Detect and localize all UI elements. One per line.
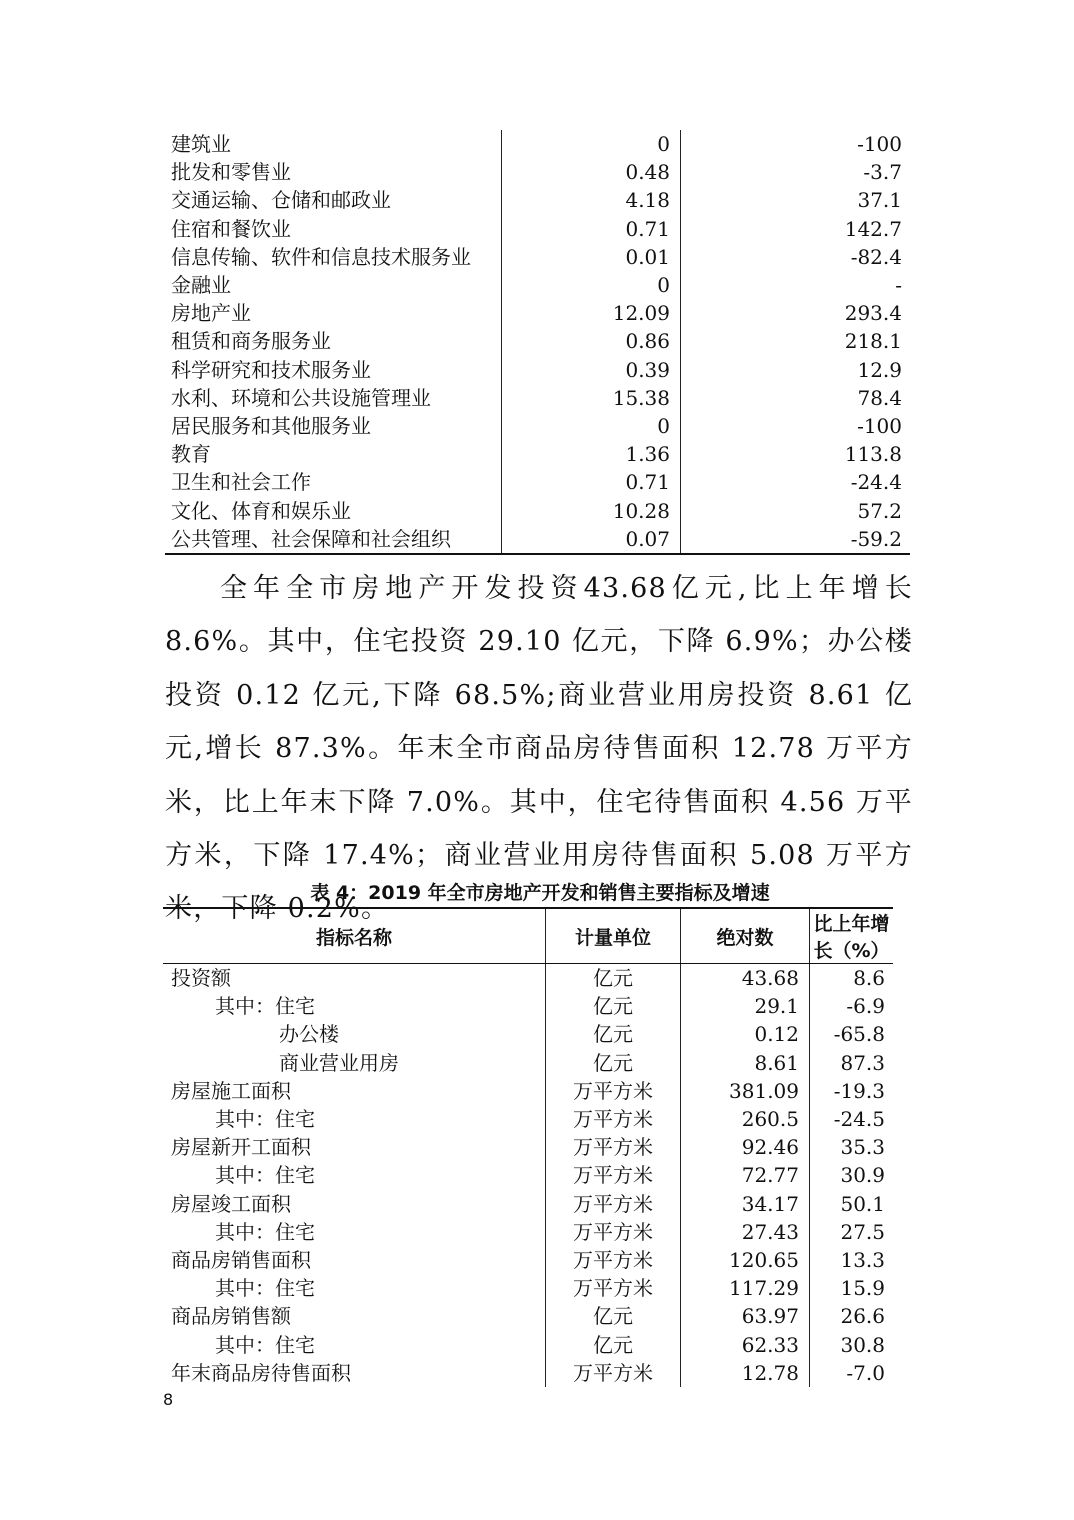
industry-growth: 218.1 xyxy=(844,329,902,354)
table-row xyxy=(163,1077,893,1105)
table-row xyxy=(163,964,893,993)
table-row xyxy=(165,243,910,271)
indicator-growth: 8.6 xyxy=(810,964,894,993)
table-row xyxy=(163,1246,893,1274)
indicator-growth: 87.3 xyxy=(810,1049,894,1077)
table-row xyxy=(163,1105,893,1133)
indicator-value: 29.1 xyxy=(681,992,810,1020)
table-row xyxy=(165,271,910,299)
indicator-value: 12.78 xyxy=(681,1359,810,1387)
indicator-unit: 亿元 xyxy=(546,1331,681,1359)
indicator-name: 商业营业用房 xyxy=(279,1050,399,1075)
industry-value: 0.07 xyxy=(502,525,681,554)
indicator-name: 其中：住宅 xyxy=(215,994,315,1019)
industry-name: 住宿和餐饮业 xyxy=(171,216,291,241)
header-absolute: 绝对数 xyxy=(681,908,810,964)
indicator-name: 商品房销售面积 xyxy=(171,1248,311,1273)
table-row xyxy=(163,1161,893,1189)
indicator-value: 62.33 xyxy=(681,1331,810,1359)
indicator-value: 381.09 xyxy=(681,1077,810,1105)
table-row xyxy=(165,158,910,186)
indicator-name: 房屋竣工面积 xyxy=(171,1191,291,1216)
header-indicator: 指标名称 xyxy=(163,908,546,964)
industry-growth: -3.7 xyxy=(863,160,902,185)
industry-value: 10.28 xyxy=(502,497,681,525)
industry-name: 房地产业 xyxy=(171,301,251,326)
industry-name: 信息传输、软件和信息技术服务业 xyxy=(171,244,471,269)
indicator-growth: 13.3 xyxy=(810,1246,894,1274)
indicator-value: 0.12 xyxy=(681,1020,810,1048)
indicator-growth: -6.9 xyxy=(810,992,894,1020)
industry-growth: 12.9 xyxy=(857,357,902,382)
industry-growth: 78.4 xyxy=(857,385,902,410)
indicator-growth: 50.1 xyxy=(810,1190,894,1218)
industry-name: 卫生和社会工作 xyxy=(171,470,311,495)
indicator-name: 其中：住宅 xyxy=(215,1332,315,1357)
industry-growth: -100 xyxy=(857,414,902,439)
table-row xyxy=(165,327,910,355)
table4-caption: 表 4：2019 年全市房地产开发和销售主要指标及增速 xyxy=(310,882,770,904)
table-row xyxy=(163,1359,893,1387)
table-row xyxy=(163,1302,893,1330)
indicator-name: 房屋施工面积 xyxy=(171,1078,291,1103)
indicator-name: 其中：住宅 xyxy=(215,1219,315,1244)
industry-value: 0.01 xyxy=(502,243,681,271)
industry-value: 0 xyxy=(502,130,681,158)
table-row xyxy=(163,992,893,1020)
industry-growth: 113.8 xyxy=(844,442,902,467)
industry-value: 1.36 xyxy=(502,440,681,468)
indicator-name: 其中：住宅 xyxy=(215,1163,315,1188)
indicator-value: 120.65 xyxy=(681,1246,810,1274)
industry-growth: 57.2 xyxy=(857,498,902,523)
indicator-growth: 35.3 xyxy=(810,1133,894,1161)
table-row xyxy=(165,384,910,412)
table-row xyxy=(163,1190,893,1218)
page-number: 8 xyxy=(163,1390,174,1409)
table-row xyxy=(163,1049,893,1077)
industry-growth: - xyxy=(895,273,902,298)
indicator-name: 年末商品房待售面积 xyxy=(171,1360,351,1385)
indicator-growth: 27.5 xyxy=(810,1218,894,1246)
indicator-unit: 万平方米 xyxy=(546,1359,681,1387)
header-unit: 计量单位 xyxy=(546,908,681,964)
indicator-name: 办公楼 xyxy=(279,1022,339,1047)
industry-name: 科学研究和技术服务业 xyxy=(171,357,371,382)
indicator-growth: -24.5 xyxy=(810,1105,894,1133)
indicator-unit: 万平方米 xyxy=(546,1105,681,1133)
table4-header-row xyxy=(163,908,893,964)
indicator-unit: 亿元 xyxy=(546,992,681,1020)
industry-growth: -59.2 xyxy=(681,525,911,554)
industry-name: 文化、体育和娱乐业 xyxy=(171,498,351,523)
indicator-unit: 万平方米 xyxy=(546,1133,681,1161)
table-row xyxy=(163,1020,893,1048)
industry-name: 建筑业 xyxy=(171,132,231,156)
table-row xyxy=(165,440,910,468)
industry-table-body xyxy=(165,130,910,554)
indicator-value: 117.29 xyxy=(681,1274,810,1302)
table-row xyxy=(165,186,910,214)
industry-value: 0.39 xyxy=(502,356,681,384)
table-row xyxy=(165,412,910,440)
indicator-growth: -19.3 xyxy=(810,1077,894,1105)
industry-value: 0 xyxy=(502,412,681,440)
table-row xyxy=(163,1218,893,1246)
indicator-unit: 万平方米 xyxy=(546,1274,681,1302)
indicator-unit: 亿元 xyxy=(546,1020,681,1048)
indicator-unit: 亿元 xyxy=(546,964,681,993)
table-row xyxy=(165,497,910,525)
industry-value: 0.86 xyxy=(502,327,681,355)
indicator-name: 投资额 xyxy=(171,966,231,990)
indicator-growth: 30.9 xyxy=(810,1161,894,1189)
indicator-growth: 26.6 xyxy=(810,1302,894,1330)
industry-growth: -24.4 xyxy=(850,470,902,495)
industry-value: 0.48 xyxy=(502,158,681,186)
header-growth: 比上年增长（%） xyxy=(810,908,894,964)
indicator-value: 8.61 xyxy=(681,1049,810,1077)
indicator-value: 43.68 xyxy=(681,964,810,993)
industry-growth: -100 xyxy=(857,132,902,156)
indicator-value: 34.17 xyxy=(681,1190,810,1218)
industry-name: 批发和零售业 xyxy=(171,160,291,185)
table-row xyxy=(163,1274,893,1302)
industry-value: 0 xyxy=(502,271,681,299)
industry-name: 教育 xyxy=(171,442,211,467)
indicator-value: 72.77 xyxy=(681,1161,810,1189)
indicator-unit: 万平方米 xyxy=(546,1077,681,1105)
table-row xyxy=(165,299,910,327)
indicator-growth: 30.8 xyxy=(810,1331,894,1359)
indicator-growth: -65.8 xyxy=(810,1020,894,1048)
table4-body xyxy=(163,964,893,1388)
industry-name: 租赁和商务服务业 xyxy=(171,329,331,354)
industry-name: 交通运输、仓储和邮政业 xyxy=(171,188,391,213)
indicator-growth: 15.9 xyxy=(810,1274,894,1302)
indicator-name: 房屋新开工面积 xyxy=(171,1135,311,1160)
indicator-value: 27.43 xyxy=(681,1218,810,1246)
indicator-growth: -7.0 xyxy=(810,1359,894,1387)
indicator-value: 63.97 xyxy=(681,1302,810,1330)
indicator-name: 其中：住宅 xyxy=(215,1276,315,1301)
table-row xyxy=(165,468,910,496)
table-row xyxy=(163,1133,893,1161)
table-row xyxy=(165,130,910,158)
industry-value: 0.71 xyxy=(502,468,681,496)
industry-growth: 142.7 xyxy=(844,216,902,241)
industry-value: 4.18 xyxy=(502,186,681,214)
indicator-name: 商品房销售额 xyxy=(171,1304,291,1329)
table-row xyxy=(165,215,910,243)
industry-investment-table xyxy=(165,130,910,555)
industry-growth: -82.4 xyxy=(850,244,902,269)
real-estate-paragraph: 全年全市房地产开发投资43.68亿元,比上年增长8.6%。其中，住宅投资 29.10 亿元，下降 6.9%；办公楼投资 0.12 亿元,下降 68.5%;商业营业用房投资 8.61 亿元,增长 87.3%。年末全市商品房待售面积 12.78 万平方米，比上年末下降 7.0%。其中，住宅待售面积 4.56 万平方米，下降 17.4%；商业营业用房待售面积 5.08 万平方米，下降 0.2%。 xyxy=(165,573,913,925)
indicator-unit: 亿元 xyxy=(546,1302,681,1330)
indicator-value: 92.46 xyxy=(681,1133,810,1161)
industry-name: 居民服务和其他服务业 xyxy=(171,414,371,439)
industry-growth: 37.1 xyxy=(857,188,902,213)
table-row xyxy=(165,525,910,554)
industry-name: 公共管理、社会保障和社会组织 xyxy=(165,525,502,554)
indicator-unit: 亿元 xyxy=(546,1049,681,1077)
industry-value: 0.71 xyxy=(502,215,681,243)
industry-value: 12.09 xyxy=(502,299,681,327)
industry-name: 金融业 xyxy=(171,273,231,298)
industry-growth: 293.4 xyxy=(844,301,902,326)
indicator-value: 260.5 xyxy=(681,1105,810,1133)
indicator-unit: 万平方米 xyxy=(546,1161,681,1189)
table-row xyxy=(163,1331,893,1359)
industry-name: 水利、环境和公共设施管理业 xyxy=(171,385,431,410)
real-estate-table xyxy=(163,907,893,1387)
indicator-name: 其中：住宅 xyxy=(215,1107,315,1132)
indicator-unit: 万平方米 xyxy=(546,1190,681,1218)
industry-value: 15.38 xyxy=(502,384,681,412)
indicator-unit: 万平方米 xyxy=(546,1246,681,1274)
indicator-unit: 万平方米 xyxy=(546,1218,681,1246)
table-row xyxy=(165,356,910,384)
